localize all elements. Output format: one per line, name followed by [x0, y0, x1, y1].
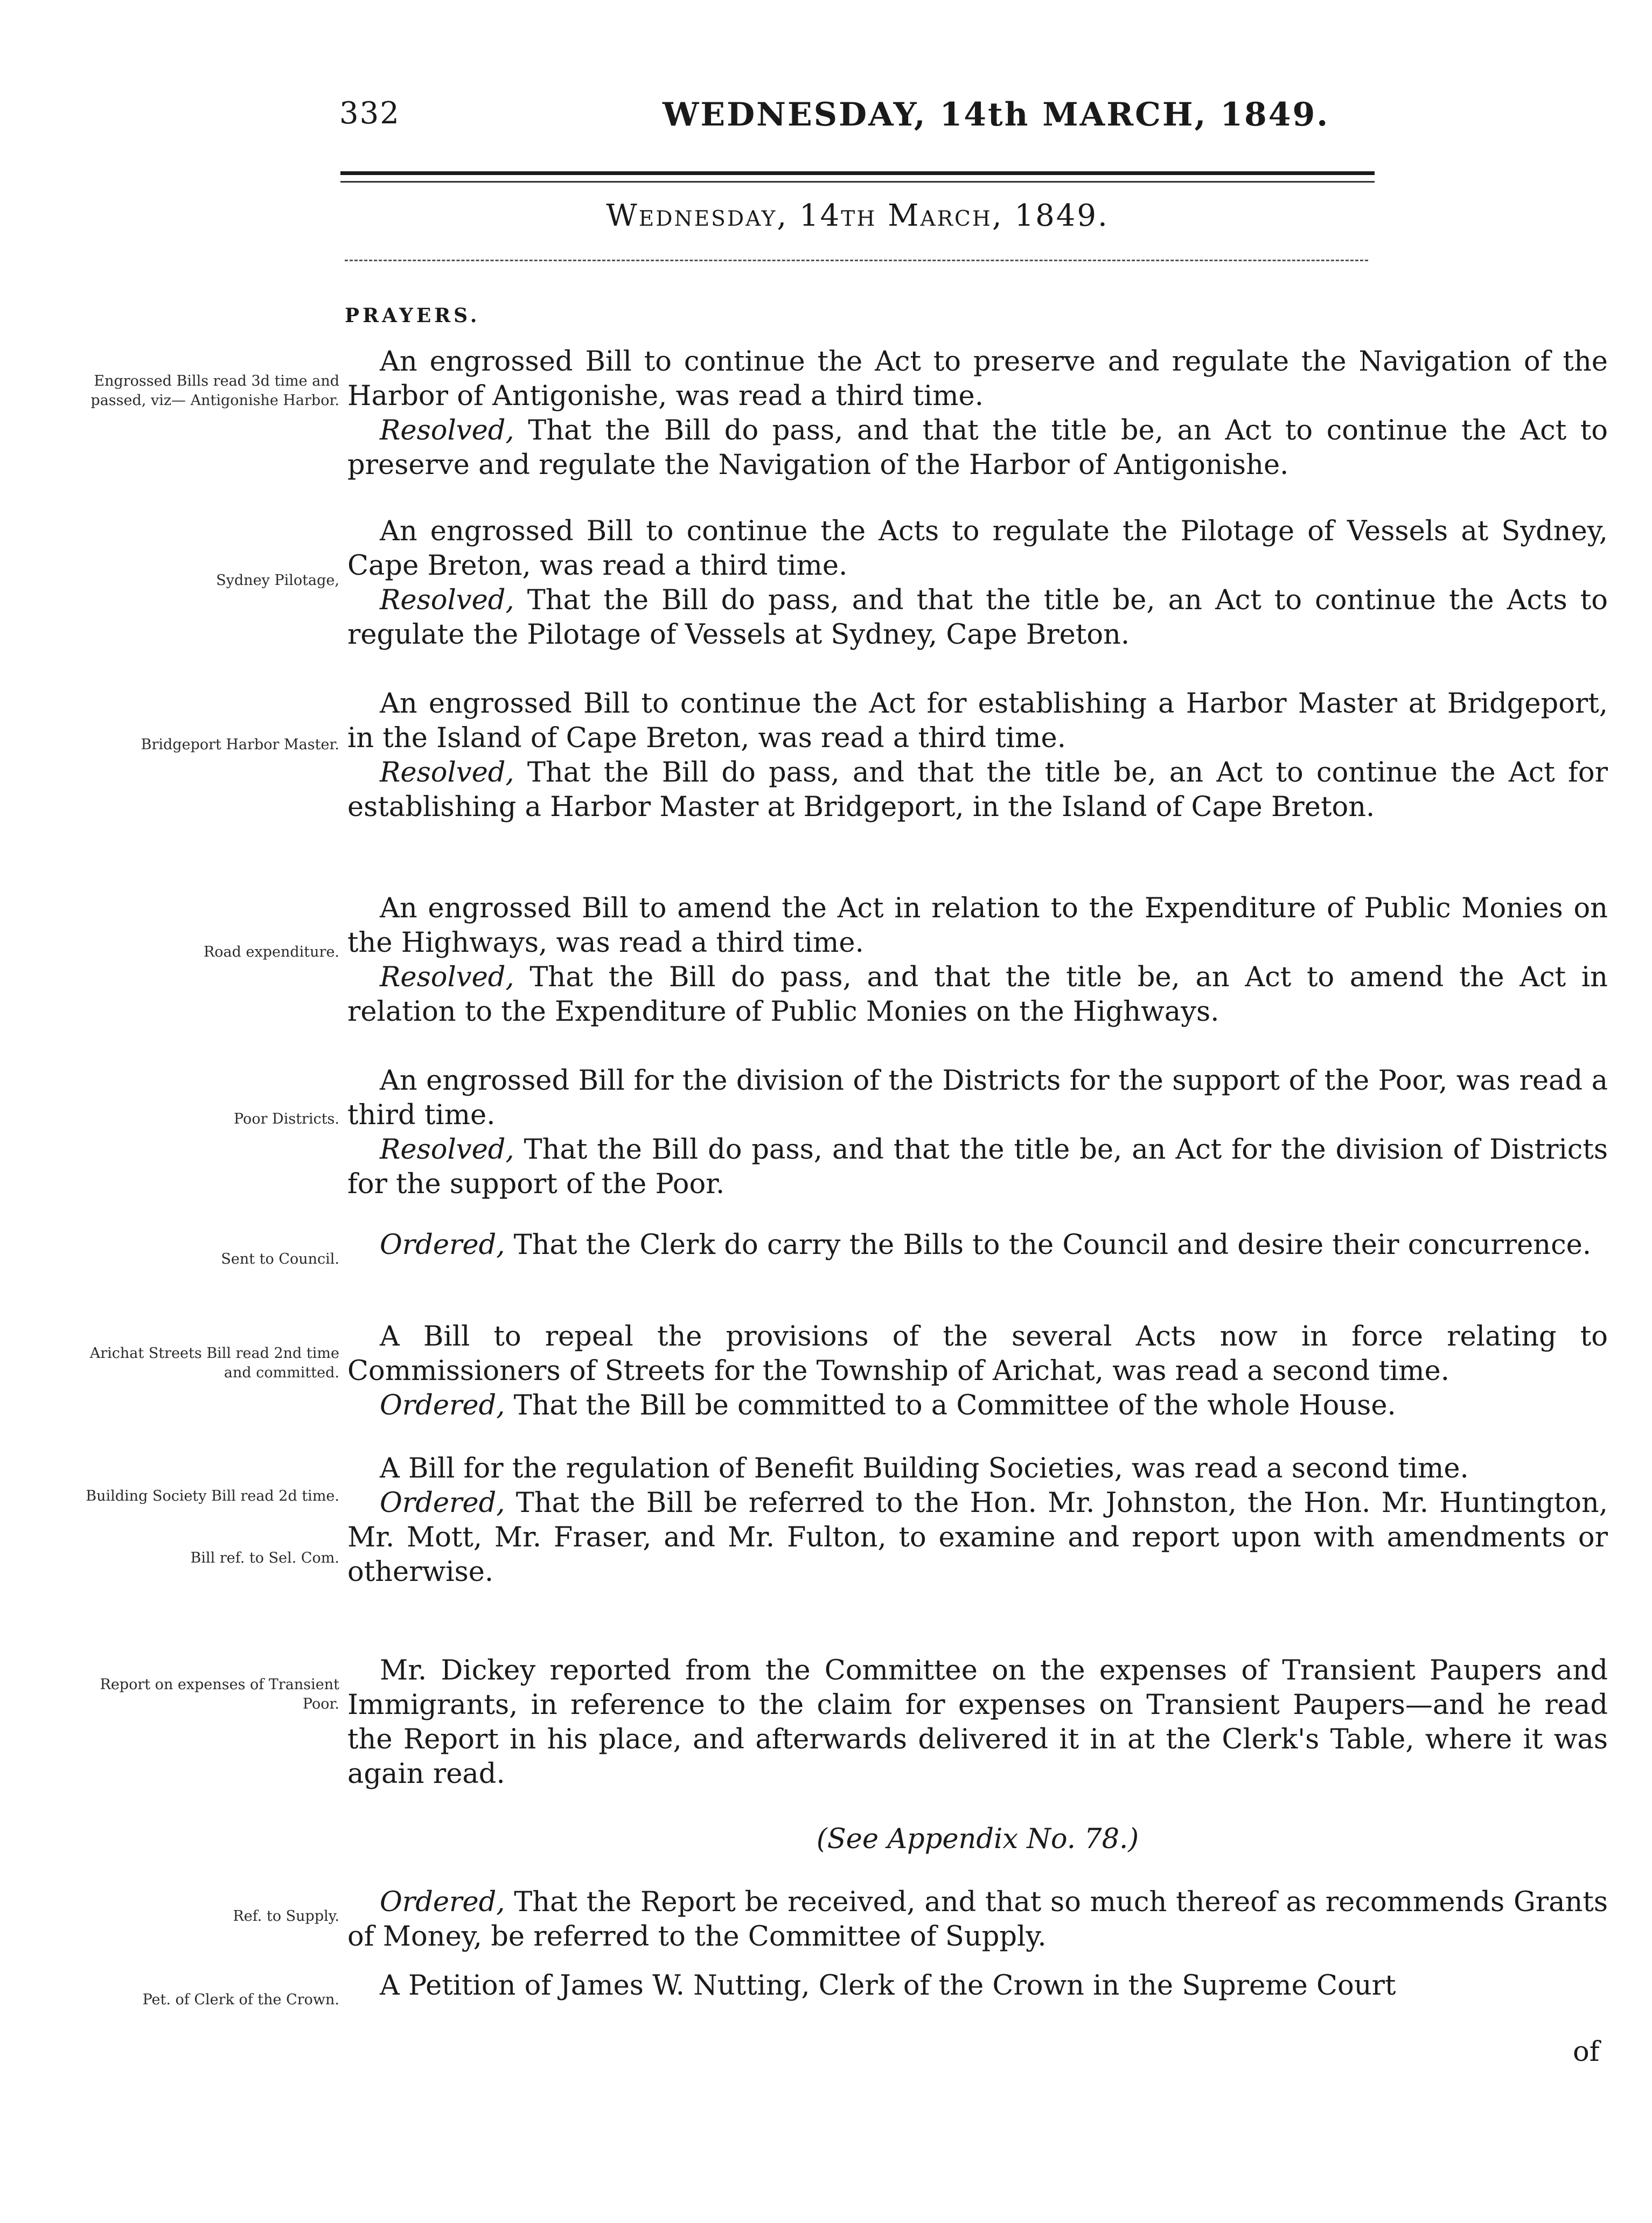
margin-note-arichat: Arichat Streets Bill read 2nd time and committed. [89, 1345, 339, 1381]
resolved-label: Resolved, [380, 961, 514, 993]
catchword: of [1573, 2036, 1600, 2068]
ordered-label: Ordered, [380, 1487, 505, 1519]
entry-antigonishe [347, 345, 1608, 483]
entry-text: An engrossed Bill for the division of the Districts for the support of the Poor, was read a third time. [347, 1065, 1608, 1131]
ordered-text: That the Bill be referred to the Hon. Mr. Johnston, the Hon. Mr. Huntington, Mr. Mott, Mr. Fraser, and Mr. Fulton, to examine and report upon with amendments or otherwise. [347, 1487, 1608, 1588]
margin-note-sydney: Sydney Pilotage, [216, 572, 339, 589]
resolved-label: Resolved, [380, 757, 514, 789]
margin-note-transient: Report on expenses of Transient Poor. [100, 1676, 339, 1712]
ordered-text: That the Bill be committed to a Committee of the whole House. [513, 1390, 1396, 1421]
entry-transient [347, 1654, 1608, 1792]
margin-note-antigonishe: Engrossed Bills read 3d time and passed, viz— Antigonishe Harbor. [90, 373, 339, 409]
margin-note-select-committee: Bill ref. to Sel. Com. [190, 1550, 339, 1566]
ordered-label: Ordered, [380, 1886, 505, 1918]
date-heading-day: Wednesday, [606, 198, 789, 233]
margin-note-council: Sent to Council. [221, 1251, 339, 1267]
running-head: WEDNESDAY, 14th MARCH, 1849. [663, 96, 1330, 134]
entry-building [347, 1452, 1608, 1590]
page-number: 332 [339, 96, 400, 131]
entry-council [347, 1228, 1608, 1263]
entry-petition [347, 1969, 1608, 2003]
appendix-reference: (See Appendix No. 78.) [816, 1823, 1139, 1855]
resolved-text: That the Bill do pass, and that the title be, an Act to amend the Act in relation to the Expenditure of Public Monies on the Highways. [347, 961, 1608, 1028]
margin-note-poor: Poor Districts. [233, 1111, 339, 1127]
margin-note-road: Road expenditure. [203, 944, 339, 960]
resolved-label: Resolved, [380, 584, 514, 616]
date-heading [340, 198, 1375, 233]
entry-poor [347, 1064, 1608, 1202]
header-rule-thin [340, 181, 1375, 183]
entry-road [347, 891, 1608, 1029]
entry-text: A Bill to repeal the provisions of the several Acts now in force relating to Commissioners of Streets for the Township of Arichat, was read a second time. [347, 1321, 1608, 1387]
date-rule-dashed [345, 260, 1368, 261]
margin-note-petition: Pet. of Clerk of the Crown. [142, 1991, 339, 2008]
margin-note-supply: Ref. to Supply. [233, 1908, 339, 1925]
resolved-text: That the Bill do pass, and that the title be, an Act to continue the Acts to regulate the Pilotage of Vessels at Sydney, Cape Breton. [347, 584, 1608, 651]
entry-text: An engrossed Bill to continue the Act to preserve and regulate the Navigation of the Harbor of Antigonishe, was read a third time. [347, 346, 1608, 412]
entry-text: A Bill for the regulation of Benefit Building Societies, was read a second time. [380, 1453, 1469, 1485]
ordered-label: Ordered, [380, 1390, 505, 1421]
entry-text: Mr. Dickey reported from the Committee on the expenses of Transient Paupers and Immigrants, in reference to the claim for expenses on Transient Paupers—and he read the Report in his place, and afterwards delivered it in at the Clerk's Table, where it was again read. [347, 1655, 1608, 1790]
date-heading-date: 14th March, 1849. [799, 198, 1109, 233]
margin-note-bridgeport: Bridgeport Harbor Master. [141, 736, 339, 753]
ordered-text: That the Report be received, and that so much thereof as recommends Grants of Money, be referred to the Committee of Supply. [347, 1886, 1608, 1953]
resolved-label: Resolved, [380, 1134, 514, 1166]
header-rule-thick [340, 171, 1375, 175]
entry-text: An engrossed Bill to continue the Act for establishing a Harbor Master at Bridgeport, in the Island of Cape Breton, was read a third time. [347, 688, 1608, 754]
entry-text: A Petition of James W. Nutting, Clerk of the Crown in the Supreme Court [380, 1970, 1396, 2002]
entry-sydney [347, 514, 1608, 652]
ordered-text: That the Clerk do carry the Bills to the Council and desire their concurrence. [513, 1229, 1592, 1261]
resolved-text: That the Bill do pass, and that the title be, an Act to continue the Act to preserve and regulate the Navigation of the Harbor of Antigonishe. [347, 415, 1608, 481]
ordered-label: Ordered, [380, 1229, 505, 1261]
resolved-text: That the Bill do pass, and that the title be, an Act for the division of Districts for the support of the Poor. [347, 1134, 1608, 1200]
entry-bridgeport [347, 687, 1608, 825]
entry-supply [347, 1885, 1608, 1954]
entry-text: An engrossed Bill to continue the Acts to regulate the Pilotage of Vessels at Sydney, Cape Breton, was read a third time. [347, 515, 1608, 582]
margin-note-building: Building Society Bill read 2d time. [86, 1488, 339, 1504]
entry-text: An engrossed Bill to amend the Act in relation to the Expenditure of Public Monies on the Highways, was read a third time. [347, 893, 1608, 959]
resolved-text: That the Bill do pass, and that the title be, an Act to continue the Act for establishing a Harbor Master at Bridgeport, in the Island of Cape Breton. [347, 757, 1608, 823]
page-header [339, 96, 1379, 144]
resolved-label: Resolved, [380, 415, 514, 447]
entry-arichat [347, 1320, 1608, 1423]
prayers-heading: PRAYERS. [345, 304, 480, 327]
